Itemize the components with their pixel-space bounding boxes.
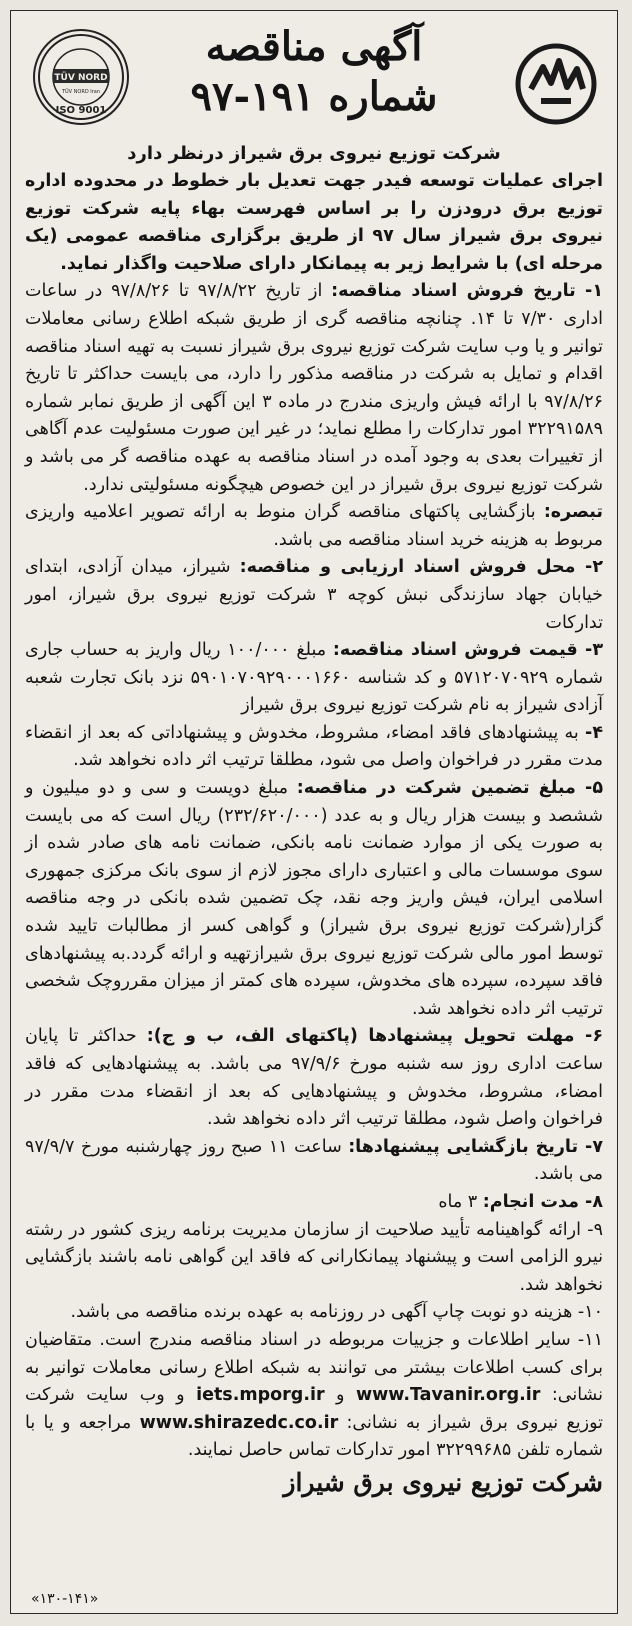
item-text: و وب سایت شرکت توزیع نیروی برق شیراز به نشانی:: [25, 1385, 603, 1433]
item-heading: ۵- مبلغ تضمین شرکت در مناقصه:: [296, 778, 604, 799]
item-7: [25, 1134, 603, 1189]
intro-paragraph: اجرای عملیات توسعه فیدر جهت تعدیل بار خطوط در محدوده اداره توزیع برق درودزن را بر اساس فهرست بهاء پایه شرکت توزیع نیروی برق شیراز سال ۹۷ از طریق برگزاری مناقصه عمومی (یک مرحله ای) با شرایط زیر به پیمانکار دارای صلاحیت واگذار نماید.: [25, 171, 603, 274]
item-text: بازگشایی پاکتهای مناقصه گران منوط به ارائه تصویر اعلامیه واریزی مربوط به هزینه خرید اسناد مناقصه می باشد.: [25, 502, 603, 550]
item-10: [25, 1299, 603, 1327]
item-heading: ۱- تاریخ فروش اسناد مناقصه:: [331, 281, 604, 302]
item-text: حداکثر تا پایان ساعت اداری روز سه شنبه مورخ ۹۷/۹/۶ می باشد. به پیشنهادهایی که فاقد امضاء، مشروط، مخدوش و پیشنهادهایی که بعد از انقضاء مدت مقرر در فراخوان واصل شود، مطلقا ترتیب اثر داده نخواهد شد.: [25, 1026, 603, 1130]
item-text: ۱۰- هزینه دو نوبت چاپ آگهی در روزنامه به عهده برنده مناقصه می باشد.: [70, 1302, 603, 1323]
advertisement-page: [10, 10, 618, 1614]
tavanir-link[interactable]: www.Tavanir.org.ir: [355, 1385, 541, 1406]
footer-company-name: شرکت توزیع نیروی برق شیراز: [283, 1467, 603, 1497]
item-text: مبلغ ۱۰۰/۰۰۰ ریال واریز به حساب جاری شماره ۵۷۱۲۰۷۰۹۲۹ و کد شناسه ۵۹۰۱۰۷۰۹۲۹۰۰۰۱۶۶۰ نزد بانک تجارت شعبه آزادی شیراز به نام شرکت توزیع نیروی برق شیراز: [25, 640, 604, 716]
item-text: از تاریخ ۹۷/۸/۲۲ تا ۹۷/۸/۲۶ در ساعات اداری ۷/۳۰ تا ۱۴. چنانچه مناقصه گری از طریق شبکه اطلاع رسانی معاملات توانیر و یا وب سایت شرکت توزیع نیروی برق شیراز نسبت به تهیه اسناد مناقصه اقدام و تمایل به شرکت در مناقصه مذکور را دارد، می بایست حداکثر تا تاریخ ۹۷/۸/۲۶ با ارائه فیش واریزی مندرج در ماده ۳ این آگهی از طریق نمابر شماره ۳۲۲۹۱۵۸۹ امور تدارکات را مطلع نماید؛ در غیر این صورت مسئولیت عدم آگاهی از تغییرات بعدی به وجود آمده در اسناد مناقصه به عهده مناقصه گر می باشد و شرکت توزیع نیروی برق شیراز در این خصوص هیچگونه مسئولیتی ندارد.: [25, 281, 603, 495]
item-text: ۳ ماه: [438, 1191, 483, 1212]
item-11: [25, 1327, 603, 1465]
item-heading: ۲- محل فروش اسناد ارزیابی و مناقصه:: [239, 557, 603, 578]
svg-text:ISO 9001: ISO 9001: [55, 105, 107, 116]
item-text: مراجعه و یا با شماره تلفن ۳۲۲۹۹۶۸۵ امور تدارکات تماس حاصل نمایند.: [25, 1412, 603, 1461]
item-heading: ۸- مدت انجام:: [482, 1191, 603, 1212]
item-heading: ۶- مهلت تحویل پیشنهادها (پاکتهای الف، ب و ج):: [146, 1026, 604, 1047]
item-1: [25, 278, 603, 499]
item-6: [25, 1023, 603, 1133]
item-text: ۹- ارائه گواهینامه تأیید صلاحیت از سازمان مدیریت برنامه ریزی کشور در رشته نیرو الزامی است و پیشنهاد پیمانکارانی که فاقد این گواهی نامه باشند بازگشایی نخواهد شد.: [25, 1219, 603, 1295]
item-heading: ۴-: [585, 722, 603, 743]
company-logo-icon: [513, 41, 599, 127]
iets-link[interactable]: iets.mporg.ir: [196, 1385, 325, 1406]
item-note: [25, 499, 603, 554]
item-text: مبلغ دویست و سی و دو میلیون و ششصد و بیست هزار ریال و به عدد (۲۳۲/۶۲۰/۰۰۰) ریال است که می بایست به صورت یکی از موارد ضمانت نامه بانکی، ضمانت نامه های صادر شده از سوی موسسات مالی و اعتباری دارای مجوز لازم از سوی بانک مرکزی جمهوری اسلامی ایران، فیش واریز وجه نقد، چک تضمین شده بانکی در وجه مناقصه گزار(شرکت توزیع نیروی برق شیراز) و گواهی کسر از مطالبات تایید شده توسط امور مالی شرکت توزیع نیروی برق شیرازتهیه و ارائه گردد.به پیشنهادهای فاقد سپرده، سپرده های مخدوش، سپرده های کمتر از میزان مقرروچک شخصی ترتیب اثر داده نخواهد شد.: [25, 778, 603, 1019]
ad-body: [11, 164, 617, 1497]
ad-number: شماره ۱۹۱-۹۷: [190, 73, 438, 120]
item-3: [25, 637, 603, 720]
item-4: [25, 720, 603, 775]
item-text: به پیشنهادهای فاقد امضاء، مشروط، مخدوش و پیشنهاداتی که بعد از انقضاء مدت مقرر در فراخوان واصل می شود، مطلقا ترتیب اثر داده نخواهد شد.: [25, 722, 603, 771]
item-heading: تبصره:: [543, 502, 603, 523]
company-intro: شرکت توزیع نیروی برق شیراز درنظر دارد: [127, 143, 501, 164]
ad-code: «۱۳۰-۱۴۱»: [31, 1591, 99, 1607]
shirazedc-link[interactable]: www.shirazedc.co.ir: [139, 1412, 339, 1433]
item-text: و: [324, 1385, 356, 1406]
item-text: شیراز، میدان آزادی، ابتدای خیابان جهاد سازندگی نبش کوچه ۳ شرکت توزیع نیروی برق شیراز، امور تدارکات: [25, 557, 603, 633]
item-text: ۱۱- سایر اطلاعات و جزییات مربوطه در اسناد مناقصه مندرج است. متقاضیان برای کسب اطلاعات بیشتر می توانند به شبکه اطلاع رسانی معاملات توانیر به نشانی:: [25, 1329, 604, 1406]
item-heading: ۷- تاریخ بازگشایی پیشنهادها:: [348, 1136, 603, 1157]
item-9: [25, 1217, 603, 1300]
item-8: [25, 1189, 603, 1217]
svg-text:TÜV NORD: TÜV NORD: [54, 73, 108, 83]
item-5: [25, 775, 603, 1023]
svg-text:TÜV NORD Iran: TÜV NORD Iran: [61, 89, 101, 95]
item-text: ساعت ۱۱ صبح روز چهارشنبه مورخ ۹۷/۹/۷ می باشد.: [25, 1136, 603, 1185]
item-2: [25, 554, 603, 637]
item-heading: ۳- قیمت فروش اسناد مناقصه:: [332, 640, 603, 661]
ad-title: آگهی مناقصه: [205, 23, 423, 70]
header: [11, 11, 617, 141]
